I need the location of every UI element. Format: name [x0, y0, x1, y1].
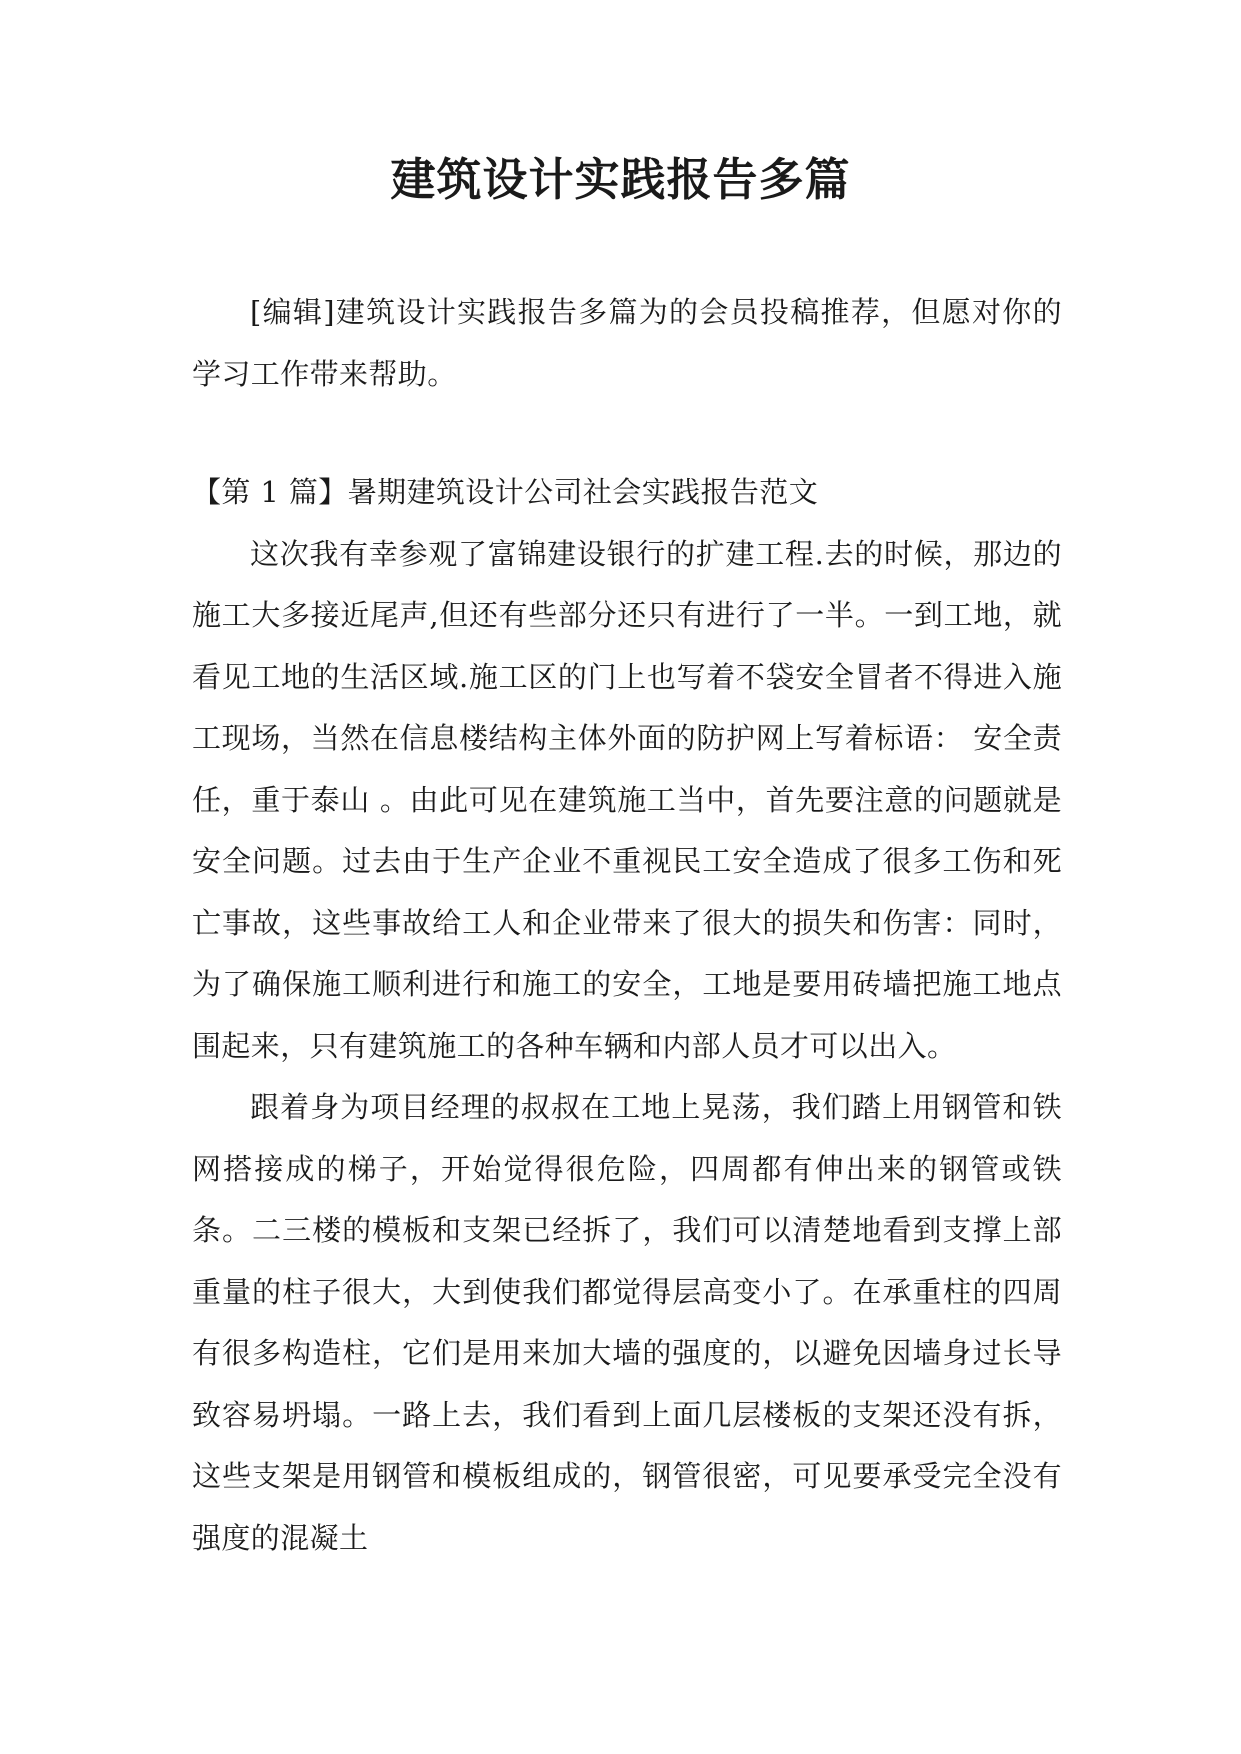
page-title: 建筑设计实践报告多篇 — [390, 153, 851, 206]
intro-paragraph: [编辑]建筑设计实践报告多篇为的会员投稿推荐，但愿对你的学习工作带来帮助。 — [192, 295, 1062, 391]
body-paragraph-1: 这次我有幸参观了富锦建设银行的扩建工程.去的时候，那边的施工大多接近尾声,但还有些部分还只有进行了一半。一到工地，就看见工地的生活区域.施工区的门上也写着不袋安全冒者不得进入施工现场，当然在信息楼结构主体外面的防护网上写着标语： 安全责任，重于泰山 。由此可见在建筑施工当中，首先要注意的问题就是安全问题。过去由于生产企业不重视民工安全造成了很多工伤和死亡事故，这些事故给工人和企业带来了很大的损失和伤害：同时，为了确保施工顺利进行和施工的安全，工地是要用砖墙把施工地点围起来，只有建筑施工的各种车辆和内部人员才可以出入。 — [192, 536, 1062, 1063]
body-paragraph-2: 跟着身为项目经理的叔叔在工地上晃荡，我们踏上用钢管和铁网搭接成的梯子，开始觉得很危险，四周都有伸出来的钢管或铁条。二三楼的模板和支架已经拆了，我们可以清楚地看到支撑上部重量的柱子很大，大到使我们都觉得层高变小了。在承重柱的四周有很多构造柱，它们是用来加大墙的强度的，以避免因墙身过长导致容易坍塌。一路上去，我们看到上面几层楼板的支架还没有拆，这些支架是用钢管和模板组成的，钢管很密，可见要承受完全没有强度的混凝土 — [192, 1090, 1062, 1555]
section-heading: 【第 1 篇】暑期建筑设计公司社会实践报告范文 — [192, 475, 819, 509]
section-body — [192, 462, 1062, 1569]
